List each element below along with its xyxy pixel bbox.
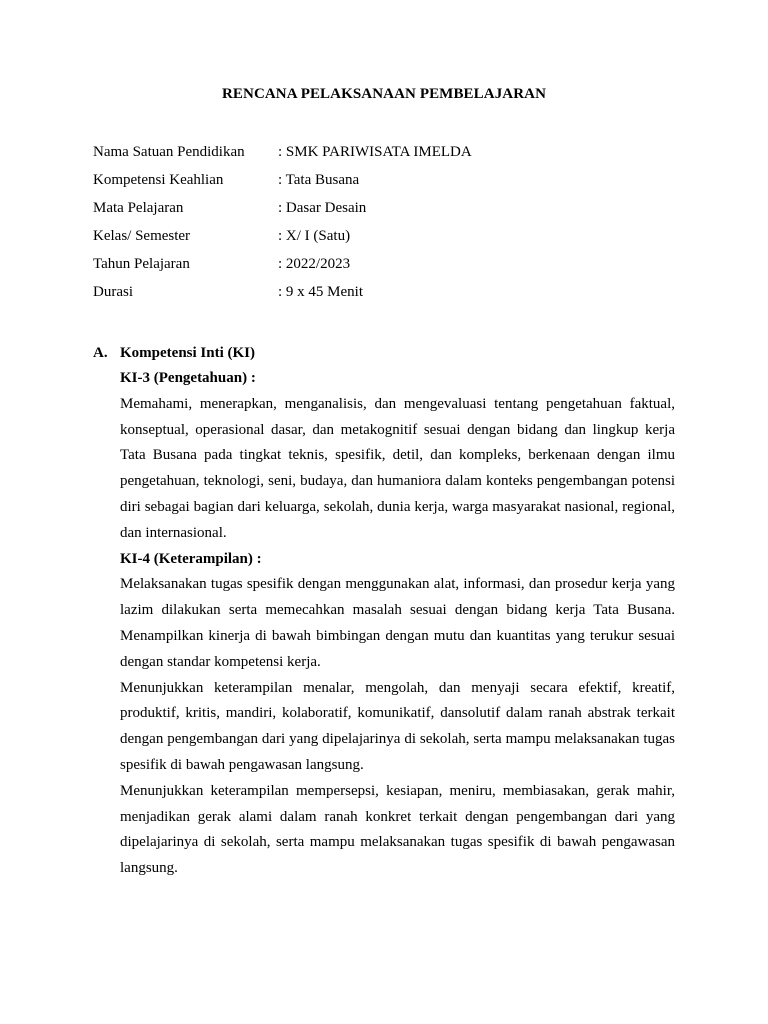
- ki4-paragraph: Menunjukkan keterampilan mempersepsi, kesiapan, meniru, membiasakan, gerak mahir, menjadikan gerak alami dalam ranah konkret terkait dengan pengembangan dari yang dipelajarinya di sekolah, serta mampu melaksanakan tugas spesifik di bawah pengawasan langsung.: [120, 782, 675, 877]
- info-label: Tahun Pelajaran: [93, 256, 190, 272]
- info-row-subject: [93, 197, 693, 225]
- info-value: : 9 x 45 Menit: [278, 284, 363, 300]
- info-row-school-year: [93, 253, 693, 281]
- info-row-class-semester: [93, 225, 693, 253]
- section-core-competencies: [93, 342, 675, 882]
- info-label: Kompetensi Keahlian: [93, 172, 224, 188]
- info-row-school: [93, 141, 693, 169]
- ki3-heading: KI-3 (Pengetahuan) :: [120, 370, 256, 386]
- info-label: Kelas/ Semester: [93, 228, 191, 244]
- info-value: : Dasar Desain: [278, 200, 367, 216]
- ki4-paragraph: Melaksanakan tugas spesifik dengan menggunakan alat, informasi, dan prosedur kerja yang lazim dilakukan serta memecahkan masalah sesuai dengan bidang kerja Tata Busana. Menampilkan kinerja di bawah bimbingan dengan mutu dan kuantitas yang terukur sesuai dengan standar kompetensi kerja.: [120, 576, 675, 670]
- info-value: : X/ I (Satu): [278, 228, 351, 244]
- identity-table: [93, 141, 693, 309]
- page-title: RENCANA PELAKSANAAN PEMBELAJARAN: [221, 86, 547, 102]
- info-row-competency: [93, 169, 693, 197]
- ki4-heading: KI-4 (Keterampilan) :: [120, 550, 262, 567]
- section-body: [120, 366, 675, 882]
- section-letter: A.: [93, 345, 108, 361]
- section-heading: [93, 342, 675, 366]
- info-value: : SMK PARIWISATA IMELDA: [278, 144, 472, 160]
- info-row-duration: [93, 281, 693, 309]
- section-title: Kompetensi Inti (KI): [120, 345, 255, 361]
- info-value: : Tata Busana: [278, 172, 360, 188]
- info-label: Mata Pelajaran: [93, 200, 184, 216]
- info-label: Nama Satuan Pendidikan: [93, 144, 245, 160]
- ki3-paragraph: Memahami, menerapkan, menganalisis, dan mengevaluasi tentang pengetahuan faktual, konseptual, operasional dasar, dan metakognitif sesuai dengan bidang dan lingkup kerja Tata Busana pada tingkat teknis, spesifik, detil, dan kompleks, berkenaan dengan ilmu pengetahuan, teknologi, seni, budaya, dan humaniora dalam konteks pengembangan potensi diri sebagai bagian dari keluarga, sekolah, dunia kerja, warga masyarakat nasional, regional, dan internasional.: [120, 395, 675, 541]
- info-value: : 2022/2023: [278, 256, 351, 272]
- info-label: Durasi: [93, 284, 133, 300]
- ki4-paragraph: Menunjukkan keterampilan menalar, mengolah, dan menyaji secara efektif, kreatif, produktif, kritis, mandiri, kolaboratif, komunikatif, dansolutif dalam ranah abstrak terkait dengan pengembangan dari yang dipelajarinya di sekolah, serta mampu melaksanakan tugas spesifik di bawah pengawasan langsung.: [120, 679, 675, 773]
